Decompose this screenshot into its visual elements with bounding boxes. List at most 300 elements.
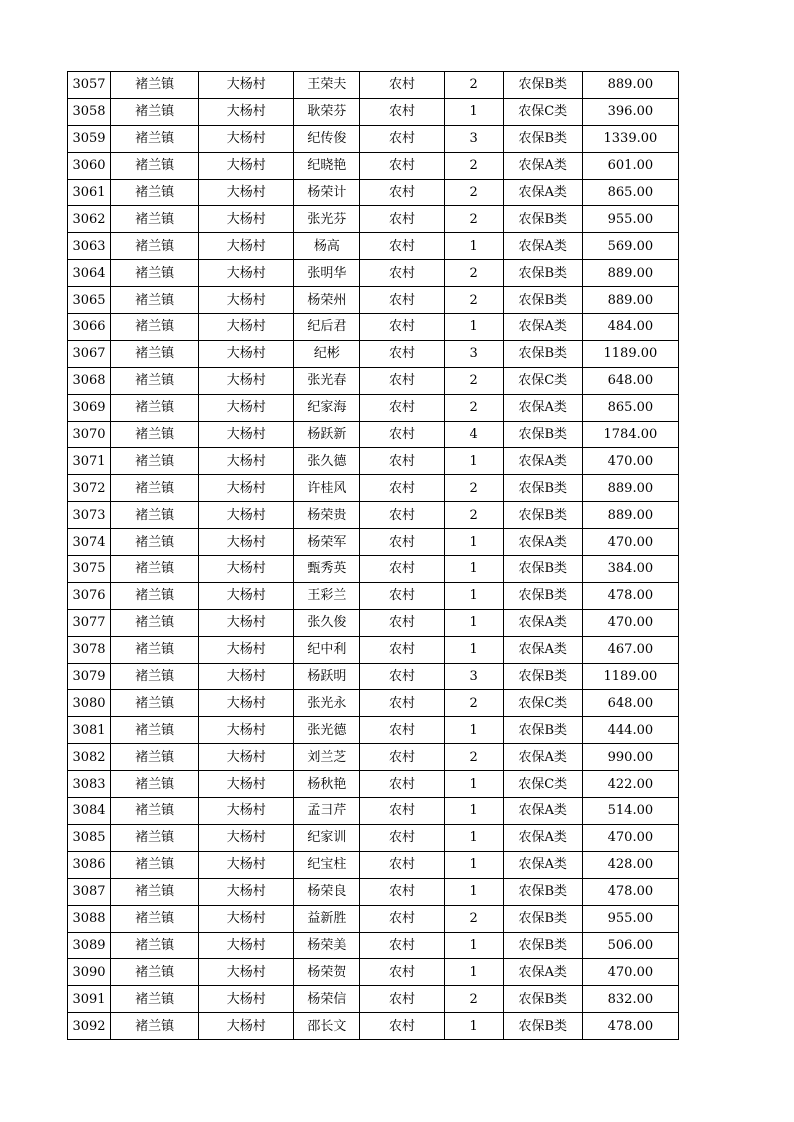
insurance-class-cell: 农保A类: [503, 394, 582, 421]
area-type-cell: 农村: [360, 72, 444, 99]
table-row: [68, 959, 679, 986]
record-id-cell: 3061: [68, 179, 111, 206]
village-cell: 大杨村: [199, 287, 294, 314]
table-row: [68, 824, 679, 851]
amount-cell: 1189.00: [582, 340, 678, 367]
insurance-class-cell: 农保A类: [503, 314, 582, 341]
area-type-cell: 农村: [360, 744, 444, 771]
name-cell: 张明华: [294, 260, 360, 287]
record-id-cell: 3062: [68, 206, 111, 233]
name-cell: 张久德: [294, 448, 360, 475]
area-type-cell: 农村: [360, 394, 444, 421]
record-id-cell: 3086: [68, 851, 111, 878]
table-row: [68, 314, 679, 341]
household-count-cell: 2: [444, 475, 503, 502]
record-id-cell: 3091: [68, 986, 111, 1013]
record-id-cell: 3090: [68, 959, 111, 986]
household-count-cell: 1: [444, 824, 503, 851]
town-cell: 褚兰镇: [111, 798, 199, 825]
record-id-cell: 3072: [68, 475, 111, 502]
village-cell: 大杨村: [199, 475, 294, 502]
household-count-cell: 3: [444, 663, 503, 690]
household-count-cell: 2: [444, 260, 503, 287]
household-count-cell: 1: [444, 98, 503, 125]
amount-cell: 514.00: [582, 798, 678, 825]
town-cell: 褚兰镇: [111, 529, 199, 556]
amount-cell: 470.00: [582, 529, 678, 556]
table-row: [68, 152, 679, 179]
village-cell: 大杨村: [199, 367, 294, 394]
town-cell: 褚兰镇: [111, 663, 199, 690]
name-cell: 许桂风: [294, 475, 360, 502]
town-cell: 褚兰镇: [111, 448, 199, 475]
table-row: [68, 72, 679, 99]
area-type-cell: 农村: [360, 314, 444, 341]
household-count-cell: 2: [444, 986, 503, 1013]
area-type-cell: 农村: [360, 179, 444, 206]
name-cell: 孟彐芹: [294, 798, 360, 825]
insurance-class-cell: 农保B类: [503, 72, 582, 99]
amount-cell: 648.00: [582, 690, 678, 717]
town-cell: 褚兰镇: [111, 556, 199, 583]
amount-cell: 467.00: [582, 636, 678, 663]
record-id-cell: 3060: [68, 152, 111, 179]
amount-cell: 422.00: [582, 771, 678, 798]
name-cell: 杨荣军: [294, 529, 360, 556]
name-cell: 纪中利: [294, 636, 360, 663]
village-cell: 大杨村: [199, 905, 294, 932]
table-row: [68, 878, 679, 905]
household-count-cell: 1: [444, 233, 503, 260]
household-count-cell: 1: [444, 932, 503, 959]
table-row: [68, 529, 679, 556]
insurance-class-cell: 农保B类: [503, 502, 582, 529]
insurance-class-cell: 农保B类: [503, 206, 582, 233]
village-cell: 大杨村: [199, 556, 294, 583]
table-row: [68, 717, 679, 744]
name-cell: 纪宝柱: [294, 851, 360, 878]
insurance-class-cell: 农保B类: [503, 663, 582, 690]
insurance-class-cell: 农保A类: [503, 744, 582, 771]
name-cell: 张光芬: [294, 206, 360, 233]
insurance-class-cell: 农保A类: [503, 636, 582, 663]
town-cell: 褚兰镇: [111, 260, 199, 287]
insurance-class-cell: 农保B类: [503, 1013, 582, 1040]
record-id-cell: 3059: [68, 125, 111, 152]
name-cell: 王彩兰: [294, 582, 360, 609]
name-cell: 纪传俊: [294, 125, 360, 152]
area-type-cell: 农村: [360, 233, 444, 260]
town-cell: 褚兰镇: [111, 717, 199, 744]
area-type-cell: 农村: [360, 636, 444, 663]
name-cell: 杨荣贺: [294, 959, 360, 986]
record-id-cell: 3089: [68, 932, 111, 959]
name-cell: 杨荣良: [294, 878, 360, 905]
household-count-cell: 2: [444, 179, 503, 206]
town-cell: 褚兰镇: [111, 179, 199, 206]
record-id-cell: 3068: [68, 367, 111, 394]
name-cell: 杨高: [294, 233, 360, 260]
household-count-cell: 3: [444, 340, 503, 367]
table-row: [68, 744, 679, 771]
table-row: [68, 905, 679, 932]
amount-cell: 384.00: [582, 556, 678, 583]
area-type-cell: 农村: [360, 98, 444, 125]
area-type-cell: 农村: [360, 152, 444, 179]
town-cell: 褚兰镇: [111, 314, 199, 341]
name-cell: 王荣夫: [294, 72, 360, 99]
area-type-cell: 农村: [360, 717, 444, 744]
village-cell: 大杨村: [199, 878, 294, 905]
name-cell: 杨荣州: [294, 287, 360, 314]
household-count-cell: 3: [444, 125, 503, 152]
town-cell: 褚兰镇: [111, 986, 199, 1013]
amount-cell: 484.00: [582, 314, 678, 341]
area-type-cell: 农村: [360, 287, 444, 314]
area-type-cell: 农村: [360, 851, 444, 878]
table-row: [68, 340, 679, 367]
area-type-cell: 农村: [360, 206, 444, 233]
table-row: [68, 287, 679, 314]
amount-cell: 506.00: [582, 932, 678, 959]
amount-cell: 396.00: [582, 98, 678, 125]
area-type-cell: 农村: [360, 771, 444, 798]
name-cell: 耿荣芬: [294, 98, 360, 125]
insurance-class-cell: 农保A类: [503, 609, 582, 636]
village-cell: 大杨村: [199, 798, 294, 825]
table-row: [68, 851, 679, 878]
town-cell: 褚兰镇: [111, 932, 199, 959]
name-cell: 杨秋艳: [294, 771, 360, 798]
amount-cell: 1189.00: [582, 663, 678, 690]
name-cell: 杨跃新: [294, 421, 360, 448]
village-cell: 大杨村: [199, 959, 294, 986]
insurance-class-cell: 农保B类: [503, 421, 582, 448]
household-count-cell: 4: [444, 421, 503, 448]
area-type-cell: 农村: [360, 878, 444, 905]
insurance-class-cell: 农保B类: [503, 475, 582, 502]
village-cell: 大杨村: [199, 421, 294, 448]
household-count-cell: 1: [444, 609, 503, 636]
household-count-cell: 2: [444, 287, 503, 314]
amount-cell: 832.00: [582, 986, 678, 1013]
household-count-cell: 1: [444, 717, 503, 744]
village-cell: 大杨村: [199, 340, 294, 367]
town-cell: 褚兰镇: [111, 771, 199, 798]
name-cell: 张光德: [294, 717, 360, 744]
name-cell: 杨荣信: [294, 986, 360, 1013]
table-row: [68, 98, 679, 125]
town-cell: 褚兰镇: [111, 233, 199, 260]
insurance-class-cell: 农保A类: [503, 233, 582, 260]
name-cell: 杨荣贵: [294, 502, 360, 529]
amount-cell: 478.00: [582, 1013, 678, 1040]
village-cell: 大杨村: [199, 1013, 294, 1040]
household-count-cell: 1: [444, 798, 503, 825]
amount-cell: 990.00: [582, 744, 678, 771]
village-cell: 大杨村: [199, 448, 294, 475]
village-cell: 大杨村: [199, 206, 294, 233]
village-cell: 大杨村: [199, 851, 294, 878]
town-cell: 褚兰镇: [111, 609, 199, 636]
record-id-cell: 3073: [68, 502, 111, 529]
name-cell: 纪家海: [294, 394, 360, 421]
record-id-cell: 3087: [68, 878, 111, 905]
record-id-cell: 3069: [68, 394, 111, 421]
table-row: [68, 394, 679, 421]
insurance-class-cell: 农保A类: [503, 152, 582, 179]
table-row: [68, 475, 679, 502]
town-cell: 褚兰镇: [111, 475, 199, 502]
insurance-class-cell: 农保B类: [503, 878, 582, 905]
amount-cell: 648.00: [582, 367, 678, 394]
amount-cell: 889.00: [582, 260, 678, 287]
name-cell: 杨荣美: [294, 932, 360, 959]
town-cell: 褚兰镇: [111, 824, 199, 851]
area-type-cell: 农村: [360, 556, 444, 583]
village-cell: 大杨村: [199, 260, 294, 287]
amount-cell: 601.00: [582, 152, 678, 179]
area-type-cell: 农村: [360, 905, 444, 932]
table-row: [68, 986, 679, 1013]
name-cell: 张久俊: [294, 609, 360, 636]
amount-cell: 444.00: [582, 717, 678, 744]
record-id-cell: 3081: [68, 717, 111, 744]
amount-cell: 470.00: [582, 959, 678, 986]
area-type-cell: 农村: [360, 448, 444, 475]
amount-cell: 889.00: [582, 502, 678, 529]
village-cell: 大杨村: [199, 744, 294, 771]
village-cell: 大杨村: [199, 932, 294, 959]
name-cell: 益新胜: [294, 905, 360, 932]
name-cell: 张光永: [294, 690, 360, 717]
record-id-cell: 3066: [68, 314, 111, 341]
record-id-cell: 3092: [68, 1013, 111, 1040]
town-cell: 褚兰镇: [111, 636, 199, 663]
village-cell: 大杨村: [199, 771, 294, 798]
village-cell: 大杨村: [199, 582, 294, 609]
name-cell: 纪彬: [294, 340, 360, 367]
area-type-cell: 农村: [360, 986, 444, 1013]
insurance-class-cell: 农保B类: [503, 986, 582, 1013]
household-count-cell: 2: [444, 690, 503, 717]
table-row: [68, 206, 679, 233]
table-row: [68, 367, 679, 394]
household-count-cell: 1: [444, 878, 503, 905]
record-id-cell: 3082: [68, 744, 111, 771]
record-id-cell: 3074: [68, 529, 111, 556]
record-id-cell: 3070: [68, 421, 111, 448]
village-cell: 大杨村: [199, 72, 294, 99]
insurance-class-cell: 农保B类: [503, 556, 582, 583]
household-count-cell: 1: [444, 529, 503, 556]
insurance-class-cell: 农保B类: [503, 287, 582, 314]
town-cell: 褚兰镇: [111, 905, 199, 932]
town-cell: 褚兰镇: [111, 1013, 199, 1040]
record-id-cell: 3065: [68, 287, 111, 314]
amount-cell: 1339.00: [582, 125, 678, 152]
area-type-cell: 农村: [360, 932, 444, 959]
village-cell: 大杨村: [199, 502, 294, 529]
village-cell: 大杨村: [199, 233, 294, 260]
area-type-cell: 农村: [360, 367, 444, 394]
household-count-cell: 2: [444, 367, 503, 394]
area-type-cell: 农村: [360, 529, 444, 556]
town-cell: 褚兰镇: [111, 287, 199, 314]
insurance-class-cell: 农保B类: [503, 260, 582, 287]
table-row: [68, 663, 679, 690]
record-id-cell: 3067: [68, 340, 111, 367]
table-row: [68, 609, 679, 636]
amount-cell: 1784.00: [582, 421, 678, 448]
amount-cell: 955.00: [582, 905, 678, 932]
village-cell: 大杨村: [199, 125, 294, 152]
town-cell: 褚兰镇: [111, 502, 199, 529]
amount-cell: 889.00: [582, 475, 678, 502]
table-row: [68, 798, 679, 825]
amount-cell: 865.00: [582, 179, 678, 206]
village-cell: 大杨村: [199, 690, 294, 717]
amount-cell: 889.00: [582, 72, 678, 99]
town-cell: 褚兰镇: [111, 878, 199, 905]
town-cell: 褚兰镇: [111, 582, 199, 609]
record-id-cell: 3084: [68, 798, 111, 825]
household-count-cell: 1: [444, 556, 503, 583]
record-id-cell: 3085: [68, 824, 111, 851]
table-row: [68, 125, 679, 152]
record-id-cell: 3077: [68, 609, 111, 636]
table-row: [68, 932, 679, 959]
amount-cell: 470.00: [582, 824, 678, 851]
record-id-cell: 3063: [68, 233, 111, 260]
household-count-cell: 2: [444, 72, 503, 99]
insurance-class-cell: 农保A类: [503, 798, 582, 825]
household-count-cell: 2: [444, 905, 503, 932]
area-type-cell: 农村: [360, 1013, 444, 1040]
household-count-cell: 2: [444, 152, 503, 179]
area-type-cell: 农村: [360, 421, 444, 448]
village-cell: 大杨村: [199, 663, 294, 690]
area-type-cell: 农村: [360, 690, 444, 717]
amount-cell: 955.00: [582, 206, 678, 233]
village-cell: 大杨村: [199, 98, 294, 125]
record-id-cell: 3071: [68, 448, 111, 475]
town-cell: 褚兰镇: [111, 152, 199, 179]
area-type-cell: 农村: [360, 340, 444, 367]
record-id-cell: 3078: [68, 636, 111, 663]
area-type-cell: 农村: [360, 663, 444, 690]
record-id-cell: 3076: [68, 582, 111, 609]
village-cell: 大杨村: [199, 179, 294, 206]
name-cell: 杨跃明: [294, 663, 360, 690]
record-id-cell: 3064: [68, 260, 111, 287]
name-cell: 邵长文: [294, 1013, 360, 1040]
area-type-cell: 农村: [360, 582, 444, 609]
area-type-cell: 农村: [360, 824, 444, 851]
village-cell: 大杨村: [199, 529, 294, 556]
table-row: [68, 1013, 679, 1040]
area-type-cell: 农村: [360, 798, 444, 825]
household-count-cell: 2: [444, 394, 503, 421]
table-row: [68, 771, 679, 798]
household-count-cell: 1: [444, 851, 503, 878]
record-table: [67, 71, 679, 1040]
name-cell: 纪后君: [294, 314, 360, 341]
area-type-cell: 农村: [360, 125, 444, 152]
amount-cell: 889.00: [582, 287, 678, 314]
village-cell: 大杨村: [199, 636, 294, 663]
village-cell: 大杨村: [199, 152, 294, 179]
amount-cell: 478.00: [582, 878, 678, 905]
insurance-class-cell: 农保C类: [503, 367, 582, 394]
town-cell: 褚兰镇: [111, 394, 199, 421]
village-cell: 大杨村: [199, 314, 294, 341]
record-id-cell: 3088: [68, 905, 111, 932]
table-row: [68, 179, 679, 206]
household-count-cell: 1: [444, 771, 503, 798]
record-id-cell: 3075: [68, 556, 111, 583]
household-count-cell: 1: [444, 636, 503, 663]
town-cell: 褚兰镇: [111, 206, 199, 233]
town-cell: 褚兰镇: [111, 744, 199, 771]
table-row: [68, 233, 679, 260]
town-cell: 褚兰镇: [111, 690, 199, 717]
household-count-cell: 2: [444, 744, 503, 771]
name-cell: 甄秀英: [294, 556, 360, 583]
household-count-cell: 2: [444, 502, 503, 529]
record-id-cell: 3079: [68, 663, 111, 690]
insurance-class-cell: 农保B类: [503, 340, 582, 367]
record-id-cell: 3083: [68, 771, 111, 798]
name-cell: 张光春: [294, 367, 360, 394]
insurance-class-cell: 农保A类: [503, 448, 582, 475]
insurance-class-cell: 农保B类: [503, 582, 582, 609]
town-cell: 褚兰镇: [111, 421, 199, 448]
record-id-cell: 3080: [68, 690, 111, 717]
insurance-class-cell: 农保A类: [503, 824, 582, 851]
insurance-class-cell: 农保C类: [503, 98, 582, 125]
table-row: [68, 421, 679, 448]
amount-cell: 470.00: [582, 448, 678, 475]
town-cell: 褚兰镇: [111, 367, 199, 394]
name-cell: 刘兰芝: [294, 744, 360, 771]
town-cell: 褚兰镇: [111, 125, 199, 152]
insurance-class-cell: 农保B类: [503, 932, 582, 959]
village-cell: 大杨村: [199, 824, 294, 851]
table-row: [68, 502, 679, 529]
area-type-cell: 农村: [360, 609, 444, 636]
insurance-class-cell: 农保C类: [503, 771, 582, 798]
town-cell: 褚兰镇: [111, 98, 199, 125]
household-count-cell: 1: [444, 314, 503, 341]
area-type-cell: 农村: [360, 502, 444, 529]
town-cell: 褚兰镇: [111, 340, 199, 367]
table-row: [68, 690, 679, 717]
insurance-class-cell: 农保A类: [503, 529, 582, 556]
area-type-cell: 农村: [360, 959, 444, 986]
table-row: [68, 260, 679, 287]
household-count-cell: 1: [444, 448, 503, 475]
town-cell: 褚兰镇: [111, 851, 199, 878]
table-row: [68, 448, 679, 475]
town-cell: 褚兰镇: [111, 959, 199, 986]
insurance-class-cell: 农保A类: [503, 851, 582, 878]
village-cell: 大杨村: [199, 717, 294, 744]
name-cell: 杨荣计: [294, 179, 360, 206]
record-id-cell: 3058: [68, 98, 111, 125]
record-id-cell: 3057: [68, 72, 111, 99]
table-row: [68, 556, 679, 583]
